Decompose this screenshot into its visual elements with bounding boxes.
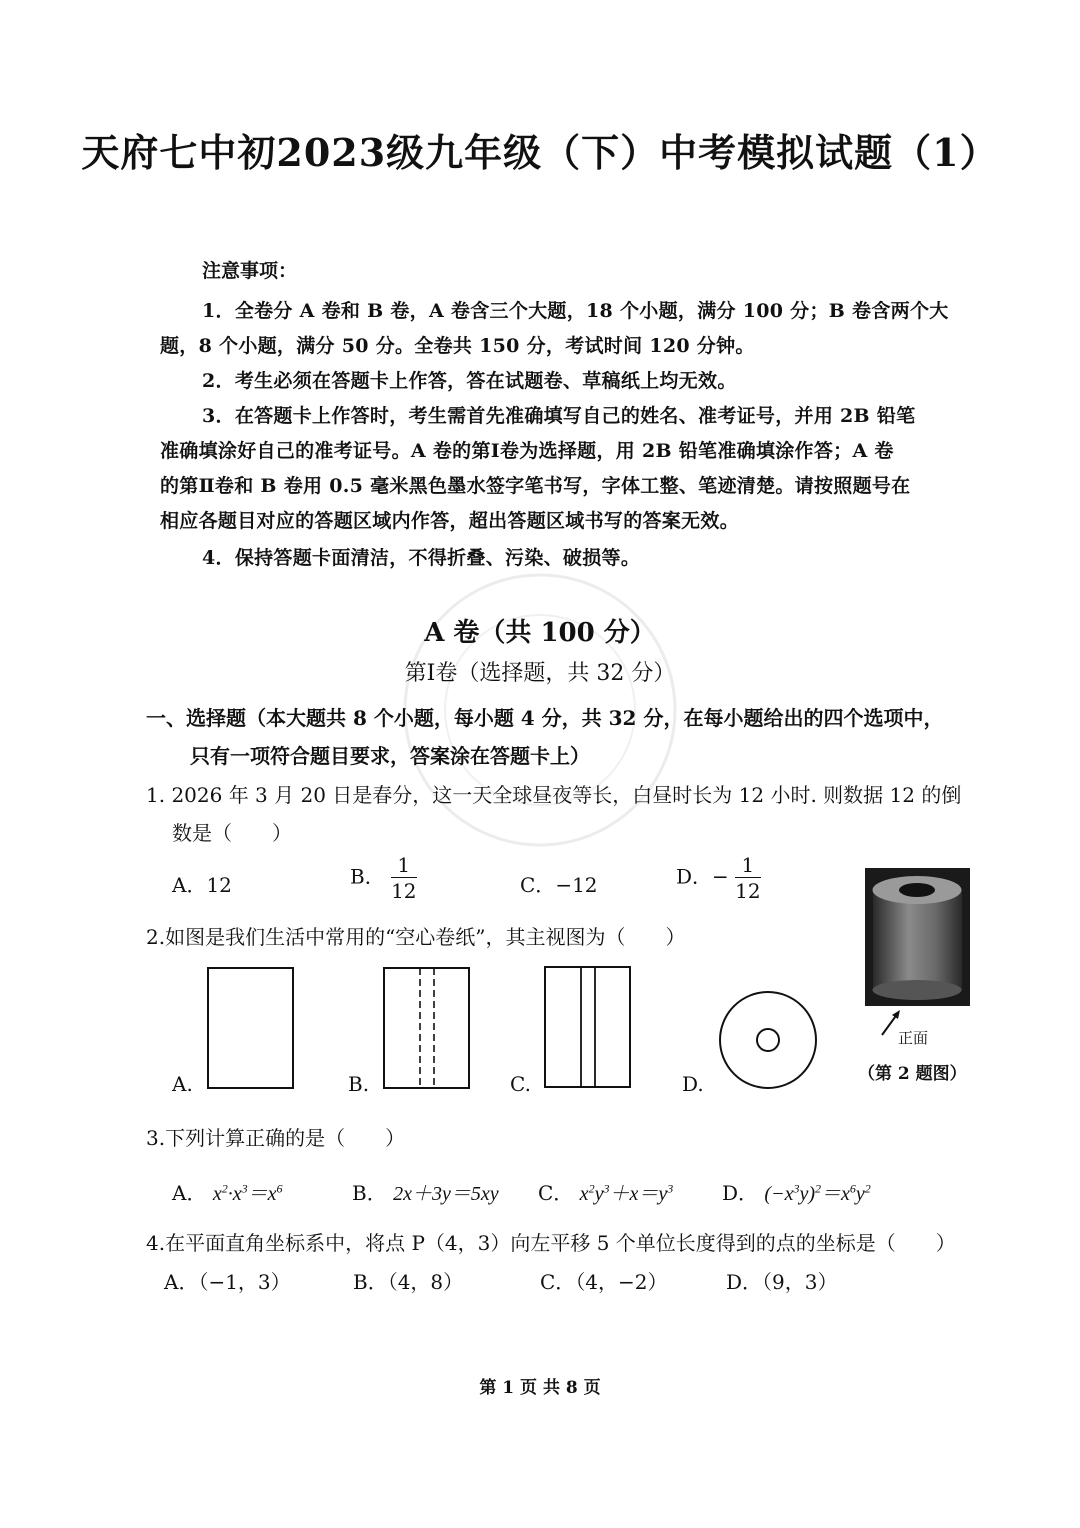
q3-option-c[interactable]: [538, 1177, 673, 1206]
q4-option-c[interactable]: [540, 1266, 668, 1295]
option-value: 12: [206, 873, 232, 897]
option-value: （4，−2）: [575, 1270, 668, 1294]
q2-option-d-shape: [720, 992, 816, 1088]
option-value: −12: [555, 873, 598, 897]
minus-sign: −: [712, 864, 729, 889]
fraction-denominator: 12: [735, 879, 761, 903]
option-label: B．: [352, 1181, 387, 1205]
option-value: （4，8）: [387, 1270, 464, 1294]
option-label: C．: [520, 873, 556, 897]
q3-text: 3.下列计算正确的是（ ）: [146, 1126, 406, 1150]
fraction-denominator: 12: [391, 879, 417, 903]
fraction: [391, 855, 416, 901]
note-line: 准确填涂好自己的准考证号。A 卷的第Ⅰ卷为选择题，用 2B 铅笔准确填涂作答；A 卷: [160, 440, 894, 462]
option-label: D．: [726, 1270, 763, 1294]
q1-text-cont: 数是（ ）: [172, 821, 292, 845]
q1-option-b[interactable]: [350, 855, 417, 901]
fraction: [735, 855, 760, 901]
q2-option-b[interactable]: B.: [348, 1072, 370, 1096]
note-line: 2．考生必须在答题卡上作答，答在试题卷、草稿纸上均无效。: [202, 370, 737, 392]
mc-heading-cont: 只有一项符合题目要求，答案涂在答题卡上）: [190, 744, 590, 768]
figure-caption: （第 2 题图）: [858, 1064, 967, 1084]
option-label: D．: [722, 1181, 759, 1205]
q4-option-a[interactable]: [164, 1266, 291, 1295]
option-label: D．: [676, 864, 713, 889]
q1-option-a[interactable]: [172, 869, 232, 898]
note-line: 的第Ⅱ卷和 B 卷用 0.5 毫米黑色墨水签字笔书写，字体工整、笔迹清楚。请按照题号在: [160, 475, 911, 497]
q3-option-b[interactable]: [352, 1177, 499, 1206]
mc-heading: 一、选择题（本大题共 8 个小题，每小题 4 分，共 32 分，在每小题给出的四个选项中，: [146, 706, 944, 730]
q4-option-d[interactable]: [726, 1266, 838, 1295]
note-line: 4．保持答题卡面清洁，不得折叠、污染、破损等。: [202, 547, 641, 569]
q2-option-c-shape: [545, 967, 630, 1087]
note-line: 1．全卷分 A 卷和 B 卷，A 卷含三个大题，18 个小题，满分 100 分；B 卷含两个大: [202, 300, 949, 322]
option-label: C．: [540, 1270, 576, 1294]
option-label: A．: [172, 873, 207, 897]
q2-option-d[interactable]: D.: [682, 1072, 704, 1096]
q2-options-figure: [140, 955, 940, 1100]
note-line: 相应各题目对应的答题区域内作答，超出答题区域书写的答案无效。: [160, 510, 740, 532]
option-label: B．: [350, 864, 385, 889]
math-expression: 2x＋3y＝5xy: [393, 1183, 499, 1205]
option-label: C．: [538, 1181, 574, 1205]
math-expression: $(-x^3y)^2=x^6y^2$: [764, 1181, 871, 1205]
q2-text: 2.如图是我们生活中常用的“空心卷纸”，其主视图为（ ）: [146, 925, 686, 949]
section-a-title: A 卷（共 100 分）: [424, 618, 656, 648]
part1-title: 第Ⅰ卷（选择题，共 32 分）: [404, 661, 676, 686]
q2-option-a[interactable]: A.: [172, 1072, 193, 1096]
q2-option-b-shape: [384, 968, 469, 1088]
q4-option-b[interactable]: [353, 1266, 463, 1295]
exam-title: 天府七中初2023级九年级（下）中考模拟试题（1）: [81, 130, 999, 175]
q4-text: 4.在平面直角坐标系中，将点 P（4，3）向左平移 5 个单位长度得到的点的坐标是（ ）: [146, 1231, 956, 1255]
q1-option-d[interactable]: [676, 855, 761, 901]
q1-option-c[interactable]: [520, 869, 598, 898]
note-line: 3．在答题卡上作答时，考生需首先准确填写自己的姓名、准考证号，并用 2B 铅笔: [202, 405, 916, 427]
q3-option-d[interactable]: [722, 1177, 871, 1206]
fraction-numerator: 1: [391, 855, 416, 878]
page-number: 第 1 页 共 8 页: [479, 1378, 601, 1398]
option-value: （9，3）: [762, 1270, 838, 1294]
option-label: A．: [164, 1270, 199, 1294]
q3-option-a[interactable]: [172, 1177, 282, 1206]
note-line: 题，8 个小题，满分 50 分。全卷共 150 分，考试时间 120 分钟。: [160, 335, 755, 357]
math-expression: $x^2y^3+x=y^3$: [579, 1181, 674, 1205]
front-label: 正面: [898, 1029, 929, 1047]
math-expression: $x^2\cdot x^3=x^6$: [212, 1181, 283, 1205]
notes-heading: 注意事项：: [202, 260, 298, 282]
option-label: A．: [172, 1181, 207, 1205]
option-label: B．: [353, 1270, 388, 1294]
q2-option-c[interactable]: C.: [510, 1072, 531, 1096]
option-value: （−1，3）: [198, 1270, 291, 1294]
q1-text: 1. 2026 年 3 月 20 日是春分，这一天全球昼夜等长，白昼时长为 12 小时. 则数据 12 的倒: [146, 783, 962, 807]
fraction-numerator: 1: [735, 855, 760, 878]
q2-option-a-shape: [208, 968, 293, 1088]
